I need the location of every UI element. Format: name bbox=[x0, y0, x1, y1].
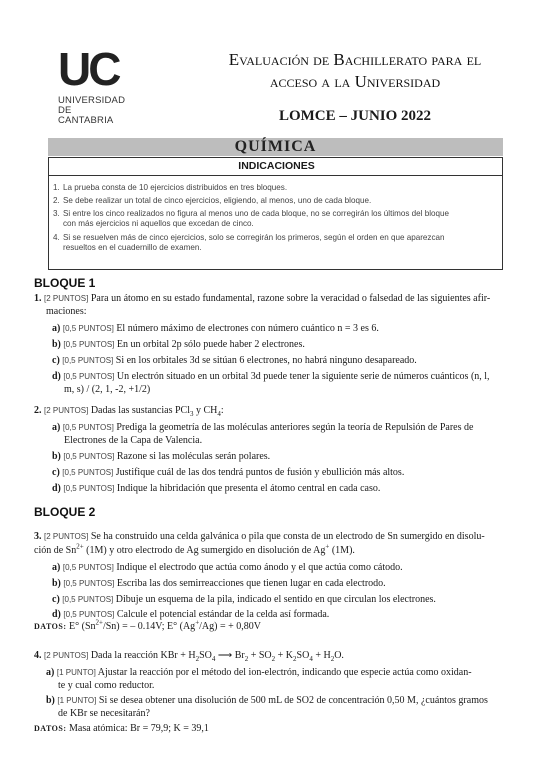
instructions-box bbox=[48, 157, 503, 270]
question-3d: d) [0,5 PUNTOS] Calcule el potencial estándar de la celda así formada. bbox=[52, 609, 330, 620]
question-1: 1. [2 PUNTOS] Para un átomo en su estado fundamental, razone sobre la veracidad o falsedad de las siguientes afir- bbox=[34, 293, 491, 304]
reaction-arrow-icon: ⟶ bbox=[217, 650, 233, 661]
question-1a: a) [0,5 PUNTOS] El número máximo de electrones con número cuántico n = 3 es 6. bbox=[52, 323, 379, 334]
instruction-item: 2. Se debe realizar un total de cinco ejercicios, eligiendo, al menos, uno de cada bloque. bbox=[53, 196, 372, 205]
subject-title: QUÍMICA bbox=[234, 138, 317, 155]
question-2a: a) [0,5 PUNTOS] Prediga la geometría de las moléculas anteriores según la teoría de Repulsión de Pares de bbox=[52, 422, 474, 433]
question-2c: c) [0,5 PUNTOS] Justifique cuál de las dos tendrá puntos de fusión y ebullición más altos. bbox=[52, 467, 405, 478]
question-3a: a) [0,5 PUNTOS] Indique el electrodo que actúa como ánodo y el que actúa como cátodo. bbox=[52, 562, 403, 573]
instruction-item: 1. La prueba consta de 10 ejercicios distribuidos en tres bloques. bbox=[53, 183, 288, 192]
question-4b: b) [1 PUNTO] Si se desea obtener una disolución de 500 mL de SO2 de concentración 0,50 M, ¿cuántos gramos bbox=[46, 695, 488, 706]
university-logo bbox=[58, 43, 128, 126]
question-2d: d) [0,5 PUNTOS] Indique la hibridación que presenta el átomo central en cada caso. bbox=[52, 483, 381, 494]
logo-text-line2: DE CANTABRIA bbox=[58, 105, 114, 126]
question-1b: b) [0,5 PUNTOS] En un orbital 2p sólo puede haber 2 electrones. bbox=[52, 339, 305, 350]
instructions-title: INDICACIONES bbox=[238, 160, 315, 172]
question-1d-cont: m, s) / (2, 1, -2, +1/2) bbox=[64, 384, 151, 395]
block-2-title: BLOQUE 2 bbox=[34, 505, 96, 519]
divider bbox=[49, 175, 502, 176]
question-1-cont: maciones: bbox=[46, 306, 87, 317]
instruction-item: resueltos en el cuadernillo de examen. bbox=[63, 243, 202, 252]
question-1d: d) [0,5 PUNTOS] Un electrón situado en un orbital 3d puede tener la siguiente serie de números cuánticos (n, l, bbox=[52, 371, 490, 382]
question-1c: c) [0,5 PUNTOS] Si en los orbitales 3d se sitúan 6 electrones, no habrá ninguno desapareado. bbox=[52, 355, 417, 366]
exam-title-line1: Evaluación de Bachillerato para el bbox=[228, 50, 482, 69]
question-3b: b) [0,5 PUNTOS] Escriba las dos semirreacciones que tienen lugar en cada electrodo. bbox=[52, 578, 386, 589]
instruction-item: 3. Si entre los cinco realizados no figura al menos uno de cada bloque, no se corregirán los últimos del bloque bbox=[53, 209, 450, 218]
question-4a-cont: te y cual como reductor. bbox=[58, 680, 155, 691]
logo-text-line1: UNIVERSIDAD bbox=[58, 95, 126, 106]
logo-mark: UC bbox=[58, 43, 119, 95]
question-4-data: DATOS: Masa atómica: Br = 79,9; K = 39,1 bbox=[34, 723, 209, 734]
question-4b-cont: de KBr se necesitarán? bbox=[58, 708, 150, 719]
question-3: 3. [2 PUNTOS] Se ha construido una celda galvánica o pila que consta de un electrodo de Sn sumergido en disolu- bbox=[34, 531, 485, 542]
exam-title-line2: acceso a la Universidad bbox=[269, 72, 441, 91]
block-1-title: BLOQUE 1 bbox=[34, 276, 96, 290]
subject-band bbox=[48, 138, 503, 156]
question-3-cont: ción de $Sn^{2+}$ (1M) y otro electrodo de Ag sumergido en disolución de Ag+ (1M). bbox=[34, 542, 355, 556]
exam-session: LOMCE – JUNIO 2022 bbox=[278, 108, 432, 124]
instruction-item: 4. Si se resuelven más de cinco ejercicios, solo se corregirán los primeros, según el orden en que aparezcan bbox=[53, 233, 445, 242]
question-4a: a) [1 PUNTO] Ajustar la reacción por el método del ion-electrón, indicando que especie actúa como oxidan- bbox=[46, 667, 472, 678]
question-3c: c) [0,5 PUNTOS] Dibuje un esquema de la pila, indicado el sentido en que circulan los electrones. bbox=[52, 594, 436, 605]
question-2: 2. [2 PUNTOS] Dadas las sustancias PCl$_3$ y $CH_4$: bbox=[34, 405, 224, 418]
question-2a-cont: Electrones de la Capa de Valencia. bbox=[64, 435, 203, 446]
instruction-item: con más ejercicios ni aquellos que excedan de cinco. bbox=[63, 219, 254, 228]
question-4: 4. [2 PUNTOS] Dada la reacción KBr + $H_2SO_4$ ⟶ $Br_2 + SO_2 + K_2SO_4 + H_2O$. bbox=[34, 650, 344, 663]
question-3-data: DATOS: E° $(Sn^{2+}/Sn)$ = – 0.14V; E° (Ag+/Ag) = + 0,80V bbox=[34, 618, 261, 632]
question-2b: b) [0,5 PUNTOS] Razone si las moléculas serán polares. bbox=[52, 451, 271, 462]
